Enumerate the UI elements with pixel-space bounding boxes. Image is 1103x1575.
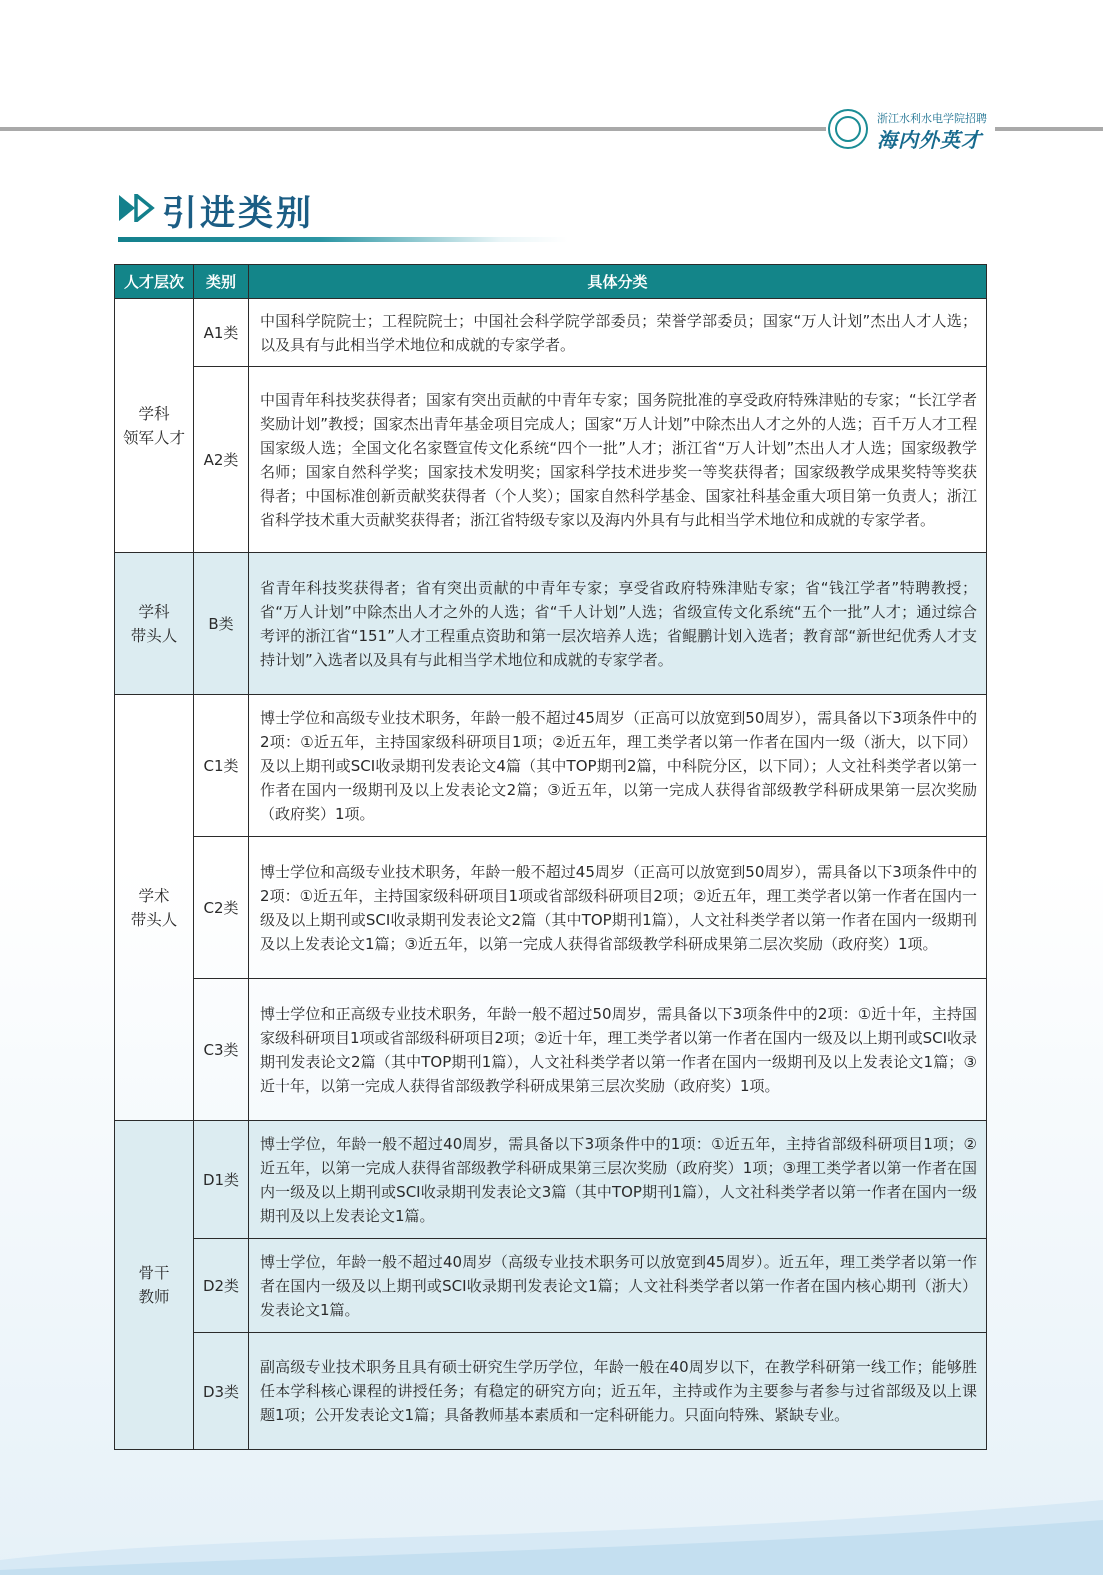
- section-title: 引进类别: [162, 194, 315, 234]
- table-row: [115, 1121, 987, 1239]
- detail-cell: 博士学位和高级专业技术职务，年龄一般不超过45周岁（正高可以放宽到50周岁），需具备以下3项条件中的2项：①近五年，主持国家级科研项目1项或省部级科研项目2项；②近五年，理工类学者以第一作者在国内一级及以上期刊或SCI收录期刊发表论文2篇（其中TOP期刊1篇），人文社科类学者以第一作者在国内一级期刊及以上发表论文1篇；③近五年，以第一完成人获得省部级教学科研成果第二层次奖励（政府奖）1项。: [249, 837, 987, 979]
- level-cell: 学术 带头人: [115, 695, 194, 1121]
- detail-cell: 博士学位，年龄一般不超过40周岁（高级专业技术职务可以放宽到45周岁）。近五年，理工类学者以第一作者在国内一级及以上期刊或SCI收录期刊发表论文1篇；人文社科类学者以第一作者在国内核心期刊（浙大）发表论文1篇。: [249, 1239, 987, 1333]
- table-header-row: [115, 265, 987, 299]
- detail-cell: 博士学位和高级专业技术职务，年龄一般不超过45周岁（正高可以放宽到50周岁），需具备以下3项条件中的2项：①近五年，主持国家级科研项目1项；②近五年，理工类学者以第一作者在国内一级（浙大，以下同）及以上期刊或SCI收录期刊发表论文4篇（其中TOP期刊2篇，中科院分区，以下同）；人文社科类学者以第一作者在国内一级期刊及以上发表论文2篇；③近五年，以第一完成人获得省部级教学科研成果第一层次奖励（政府奖）1项。: [249, 695, 987, 837]
- header-rule-right: [995, 127, 1103, 131]
- table-row: [115, 837, 987, 979]
- header-rule-left: [0, 127, 826, 131]
- table-row: [115, 1239, 987, 1333]
- double-arrow-icon: [118, 194, 158, 222]
- logo-title: 海内外英才: [877, 128, 982, 152]
- category-cell: D2类: [194, 1239, 249, 1333]
- detail-cell: 省青年科技奖获得者；省有突出贡献的中青年专家；享受省政府特殊津贴专家；省“钱江学者”特聘教授；省“万人计划”中除杰出人才之外的人选；省“千人计划”人选；省级宣传文化系统“五个一批”人才；通过综合考评的浙江省“151”人才工程重点资助和第一层次培养人选；省鲲鹏计划入选者；教育部“新世纪优秀人才支持计划”入选者以及具有与此相当学术地位和成就的专家学者。: [249, 553, 987, 695]
- header-detail: 具体分类: [249, 265, 987, 299]
- talent-category-table: [114, 264, 987, 1450]
- detail-cell: 博士学位和正高级专业技术职务，年龄一般不超过50周岁，需具备以下3项条件中的2项：①近十年，主持国家级科研项目1项或省部级科研项目2项；②近十年，理工类学者以第一作者在国内一级及以上期刊或SCI收录期刊发表论文2篇（其中TOP期刊1篇），人文社科类学者以第一作者在国内一级期刊及以上发表论文1篇；③近十年，以第一完成人获得省部级教学科研成果第三层次奖励（政府奖）1项。: [249, 979, 987, 1121]
- category-cell: C3类: [194, 979, 249, 1121]
- decorative-wave: [0, 1490, 1103, 1575]
- category-cell: D1类: [194, 1121, 249, 1239]
- detail-cell: 博士学位，年龄一般不超过40周岁，需具备以下3项条件中的1项：①近五年，主持省部级科研项目1项；②近五年，以第一完成人获得省部级教学科研成果第三层次奖励（政府奖）1项；③理工类学者以第一作者在国内一级及以上期刊或SCI收录期刊发表论文3篇（其中TOP期刊1篇），人文社科类学者以第一作者在国内一级期刊及以上发表论文1篇。: [249, 1121, 987, 1239]
- category-cell: C2类: [194, 837, 249, 979]
- table-row: [115, 367, 987, 553]
- header-level: 人才层次: [115, 265, 194, 299]
- table-row: [115, 695, 987, 837]
- section-title-underline: [118, 237, 568, 242]
- table-row: [115, 979, 987, 1121]
- table-row: [115, 1333, 987, 1450]
- detail-cell: 中国科学院院士；工程院院士；中国社会科学院学部委员；荣誉学部委员；国家“万人计划”杰出人才人选；以及具有与此相当学术地位和成就的专家学者。: [249, 299, 987, 367]
- table-row: [115, 299, 987, 367]
- level-cell: 学科 带头人: [115, 553, 194, 695]
- level-cell: 骨干 教师: [115, 1121, 194, 1450]
- category-cell: B类: [194, 553, 249, 695]
- category-cell: C1类: [194, 695, 249, 837]
- category-cell: D3类: [194, 1333, 249, 1450]
- detail-cell: 中国青年科技奖获得者；国家有突出贡献的中青年专家；国务院批准的享受政府特殊津贴的专家；“长江学者奖励计划”教授；国家杰出青年基金项目完成人；国家“万人计划”中除杰出人才之外的人选；百千万人才工程国家级人选；全国文化名家暨宣传文化系统“四个一批”人才；浙江省“万人计划”杰出人才人选；国家级教学名师；国家自然科学奖；国家技术发明奖；国家科学技术进步奖一等奖获得者；国家级教学成果奖特等奖获得者；中国标准创新贡献奖获得者（个人奖）；国家自然科学基金、国家社科基金重大项目第一负责人；浙江省科学技术重大贡献奖获得者；浙江省特级专家以及海内外具有与此相当学术地位和成就的专家学者。: [249, 367, 987, 553]
- category-cell: A2类: [194, 367, 249, 553]
- detail-cell: 副高级专业技术职务且具有硕士研究生学历学位，年龄一般在40周岁以下，在教学科研第一线工作；能够胜任本学科核心课程的讲授任务；有稳定的研究方向；近五年，主持或作为主要参与者参与过省部级及以上课题1项；公开发表论文1篇；具备教师基本素质和一定科研能力。只面向特殊、紧缺专业。: [249, 1333, 987, 1450]
- table-row: [115, 553, 987, 695]
- logo-subtitle: 浙江水利水电学院招聘: [877, 112, 987, 125]
- level-cell: 学科 领军人才: [115, 299, 194, 553]
- header-category: 类别: [194, 265, 249, 299]
- category-cell: A1类: [194, 299, 249, 367]
- college-seal-logo: [828, 109, 868, 149]
